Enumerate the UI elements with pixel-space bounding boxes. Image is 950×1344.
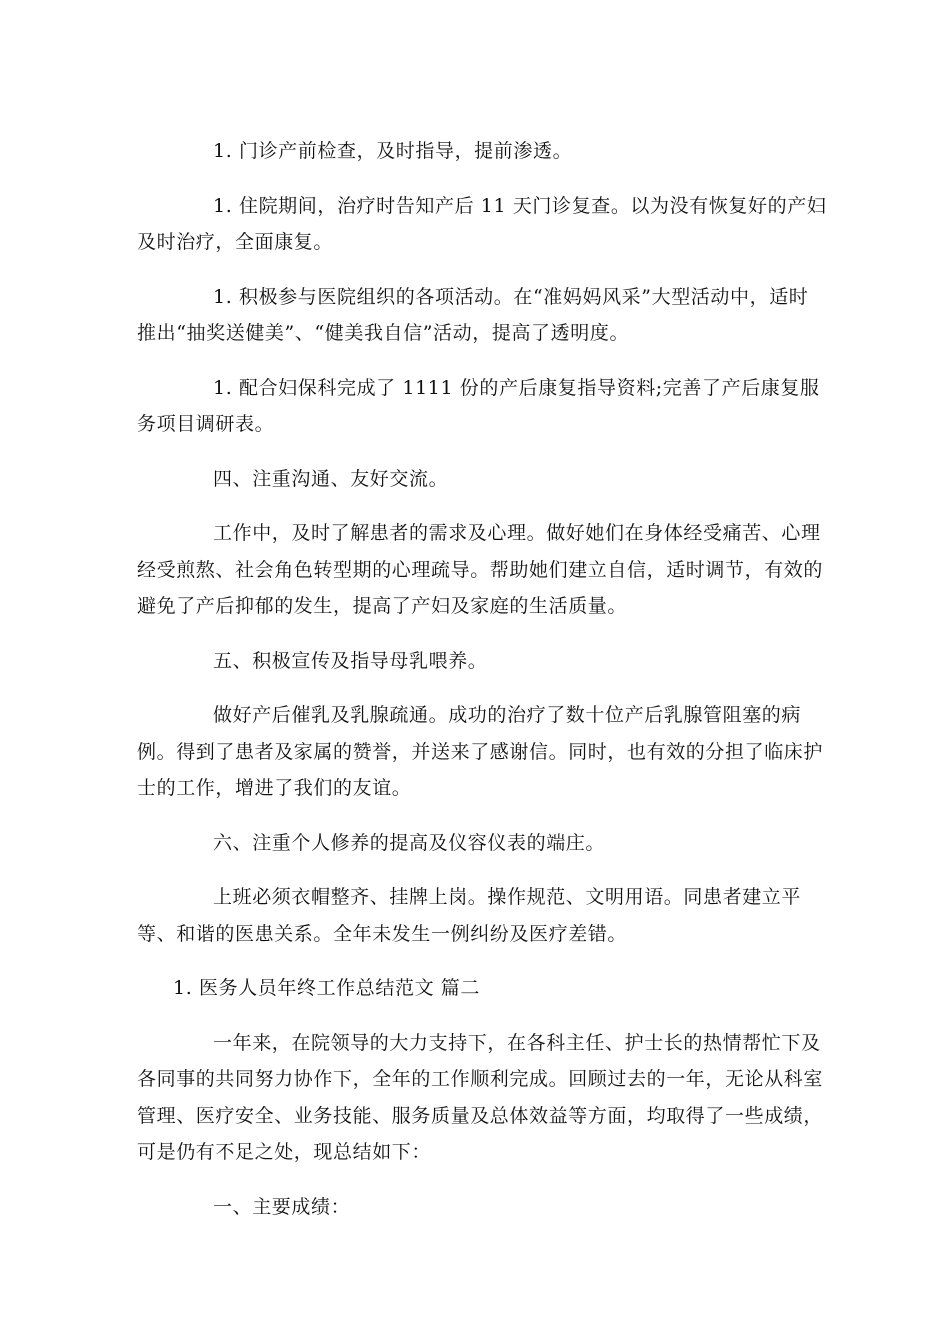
paragraph-prenatal-checkup: 1. 门诊产前检查，及时指导，提前渗透。 <box>213 140 573 162</box>
section-heading-personal-conduct: 六、注重个人修养的提高及仪容仪表的端庄。 <box>213 831 606 854</box>
paragraph-hospital-activities: 1. 积极参与医院组织的各项活动。在“准妈妈风采”大型活动中，适时推出“抽奖送健美”、“健美我自信”活动，提高了透明度。 <box>137 285 809 344</box>
paragraph-work-standards: 上班必须衣帽整齐、挂牌上岗。操作规范、文明用语。同患者建立平等、和谐的医患关系。全年未发生一例纠纷及医疗差错。 <box>137 886 802 945</box>
paragraph-rehab-materials: 1. 配合妇保科完成了 1111 份的产后康复指导资料;完善了产后康复服务项目调研表。 <box>137 376 820 435</box>
paragraph-annual-review: 一年来，在院领导的大力支持下，在各科主任、护士长的热情帮忙下及各同事的共同努力协作下，全年的工作顺利完成。回顾过去的一年，无论从科室管理、医疗安全、业务技能、服务质量及总体效益等方面，均取得了一些成绩，可是仍有不足之处，现总结如下： <box>137 1031 824 1163</box>
document-subtitle-part-two: 1. 医务人员年终工作总结范文 篇二 <box>173 977 481 999</box>
section-heading-communication: 四、注重沟通、友好交流。 <box>213 467 449 490</box>
section-heading-main-achievements: 一、主要成绩： <box>213 1195 351 1218</box>
paragraph-patient-psychology: 工作中，及时了解患者的需求及心理。做好她们在身体经受痛苦、心理经受煎熬、社会角色转型期的心理疏导。帮助她们建立自信，适时调节，有效的避免了产后抑郁的发生，提高了产妇及家庭的生活质量。 <box>137 522 824 617</box>
paragraph-lactation-care: 做好产后催乳及乳腺疏通。成功的治疗了数十位产后乳腺管阻塞的病例。得到了患者及家属的赞誉，并送来了感谢信。同时，也有效的分担了临床护士的工作，增进了我们的友谊。 <box>137 704 824 799</box>
section-heading-breastfeeding: 五、积极宣传及指导母乳喂养。 <box>213 649 488 672</box>
paragraph-hospital-stay: 1. 住院期间，治疗时告知产后 11 天门诊复查。以为没有恢复好的产妇及时治疗，全面康复。 <box>137 194 827 253</box>
document-body <box>137 133 827 1243</box>
